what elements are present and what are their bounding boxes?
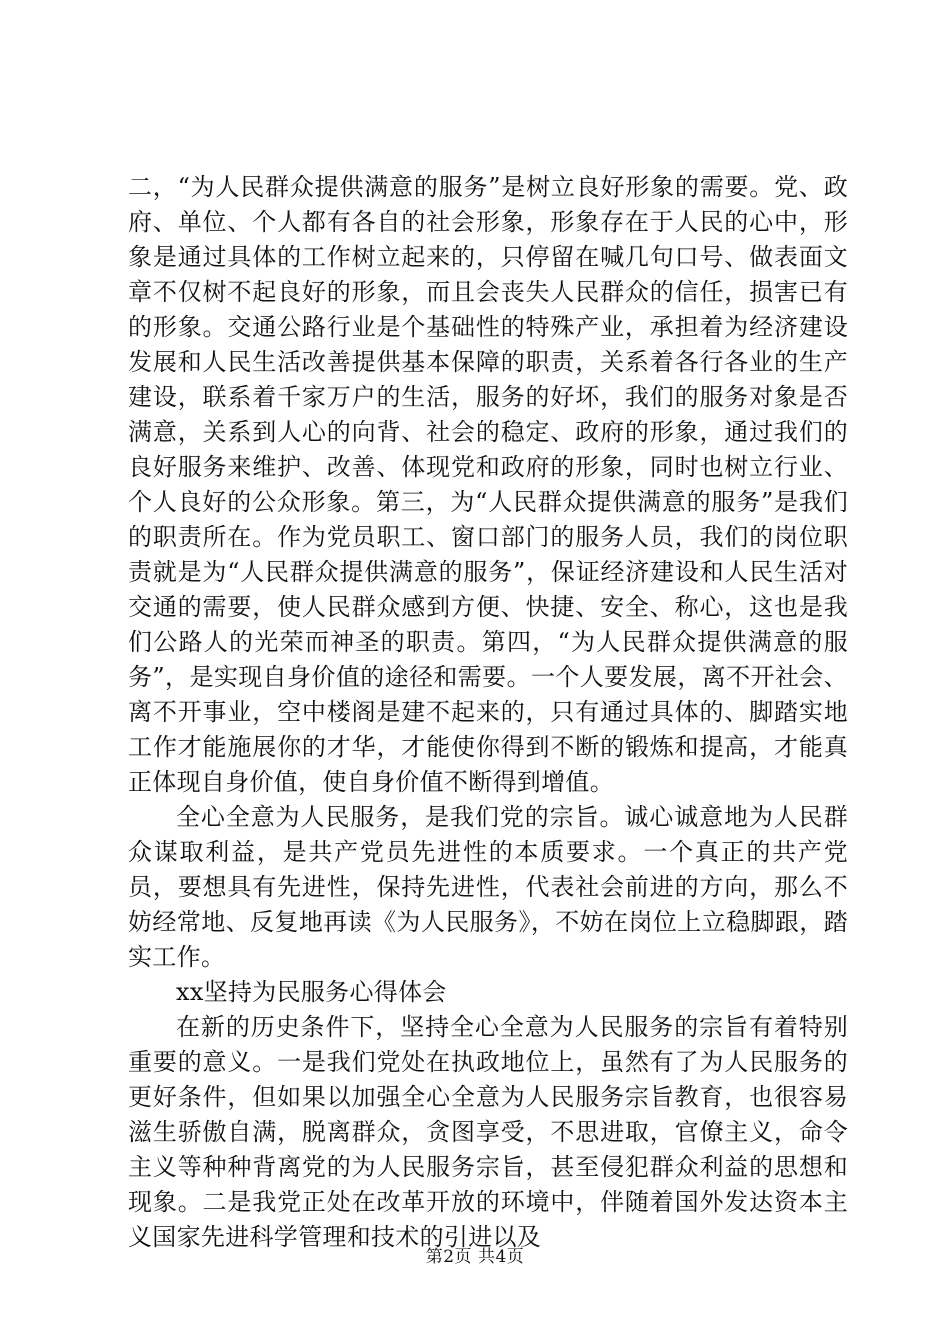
section-heading: xx坚持为民服务心得体会 bbox=[176, 978, 447, 1006]
paragraph-party-purpose: 全心全意为人民服务，是我们党的宗旨。诚心诚意地为人民群众谋取利益，是共产党员先进性的本质要求。一个真正的共产党员，要想具有先进性，保持先进性，代表社会前进的方向，那么不妨经常地、反复地再读《为人民服务》，不妨在岗位上立稳脚跟，踏实工作。 bbox=[128, 803, 848, 971]
paragraph-service-image: 二，“为人民群众提供满意的服务”是树立良好形象的需要。党、政府、单位、个人都有各自的社会形象，形象存在于人民的心中，形象是通过具体的工作树立起来的，只停留在喊几句口号、做表面文章不仅树不起良好的形象，而且会丧失人民群众的信任，损害已有的形象。交通公路行业是个基础性的特殊产业，承担着为经济建设发展和人民生活改善提供基本保障的职责，关系着各行各业的生产建设，联系着千家万户的生活，服务的好坏，我们的服务对象是否满意，关系到人心的向背、社会的稳定、政府的形象，通过我们的良好服务来维护、改善、体现党和政府的形象，同时也树立行业、个人良好的公众形象。第三，为“人民群众提供满意的服务”是我们的职责所在。作为党员职工、窗口部门的服务人员，我们的岗位职责就是为“人民群众提供满意的服务”，保证经济建设和人民生活对交通的需要，使人民群众感到方便、快捷、安全、称心，这也是我们公路人的光荣而神圣的职责。第四，“为人民群众提供满意的服务”，是实现自身价值的途径和需要。一个人要发展，离不开社会、离不开事业，空中楼阁是建不起来的，只有通过具体的、脚踏实地工作才能施展你的才华，才能使你得到不断的锻炼和提高，才能真正体现自身价值，使自身价值不断得到增值。 bbox=[128, 173, 848, 796]
page-number-footer: 第2页 共4页 bbox=[425, 1247, 525, 1267]
paragraph-new-conditions: 在新的历史条件下，坚持全心全意为人民服务的宗旨有着特别重要的意义。一是我们党处在执政地位上，虽然有了为人民服务的更好条件，但如果以加强全心全意为人民服务宗旨教育，也很容易滋生骄傲自满，脱离群众，贪图享受，不思进取，官僚主义，命令主义等种种背离党的为人民服务宗旨，甚至侵犯群众利益的思想和现象。二是我党正处在改革开放的环境中，伴随着国外发达资本主义国家先进科学管理和技术的引进以及 bbox=[128, 1013, 848, 1251]
document-body bbox=[128, 170, 848, 1255]
